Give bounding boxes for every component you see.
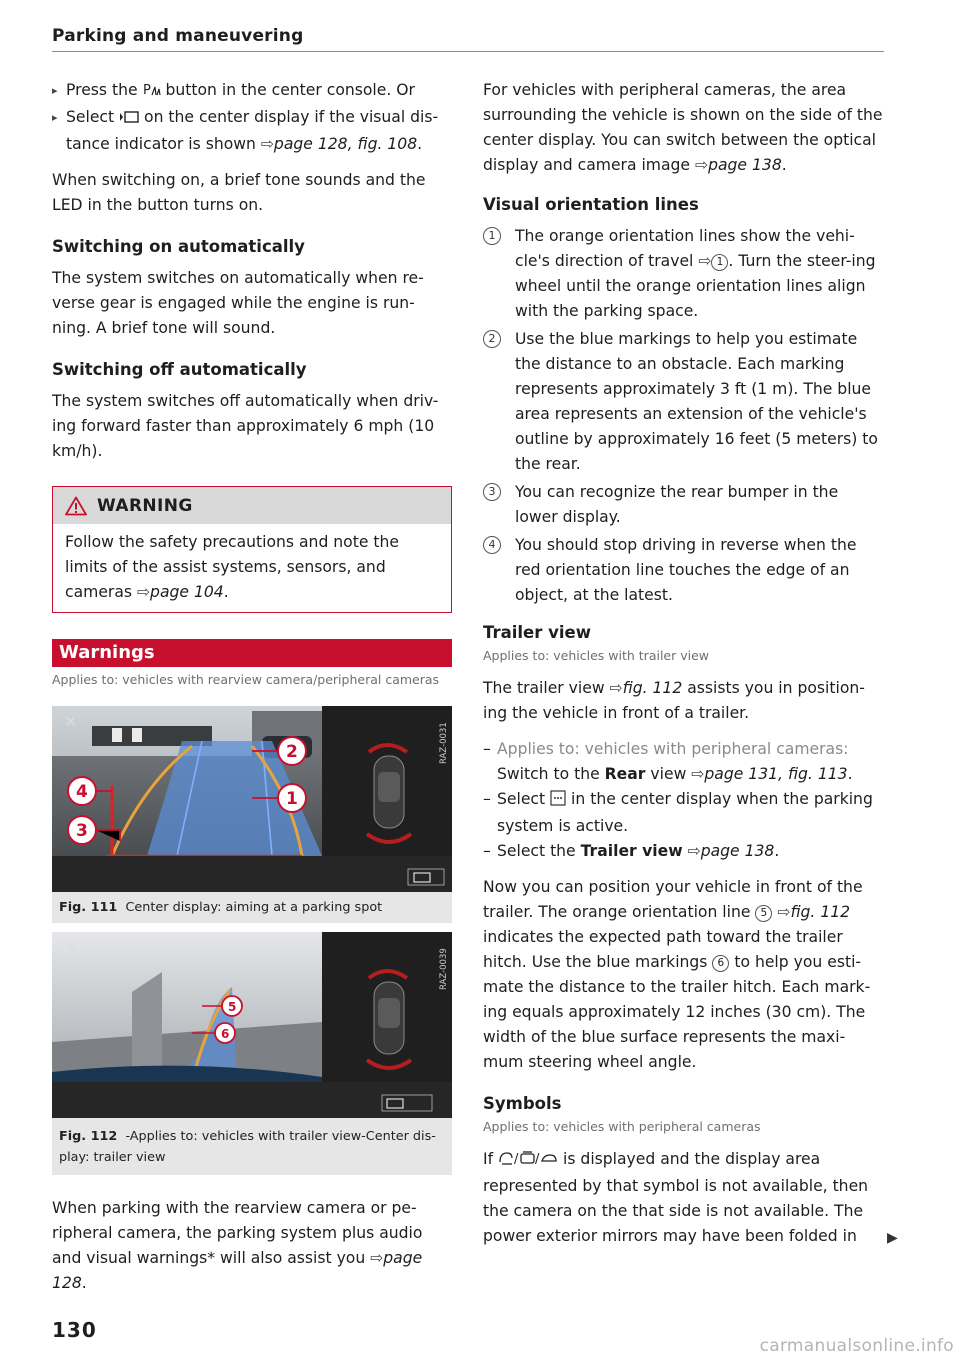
warning-triangle-icon bbox=[65, 496, 87, 516]
ref-arrow-icon: ⇨ bbox=[260, 135, 274, 153]
final-page-ref: page 128 bbox=[52, 1249, 423, 1292]
position-text: Now you can position your vehicle in front of the trailer. The orange orientation line 5 ⇨fig. 112 indicates the expected path toward the trailer hitch. Use the blue markings 6 to help you esti-mate the distance to the trailer hitch. Each mark-ing equals approximately 12 inches (30 cm). The width of the blue surface represents the maxi-mum steering wheel angle. bbox=[483, 878, 871, 1071]
final-left-text: When parking with the rearview camera or pe-ripheral camera, the parking system plus audio and visual warnings* will also assist you ⇨page 128. bbox=[52, 1199, 423, 1292]
svg-text:/: / bbox=[535, 1152, 540, 1166]
section-applies: Applies to: vehicles with rearview camera/peripheral cameras bbox=[52, 672, 440, 687]
warning-text: Follow the safety precautions and note the limits of the assist systems, sensors, and cameras ⇨page 104. bbox=[65, 533, 399, 601]
figure-112-caption: Fig. 112 -Applies to: vehicles with trailer view-Center dis-play: trailer view bbox=[59, 1129, 436, 1165]
svg-text:6: 6 bbox=[221, 1027, 230, 1041]
figure-112-image bbox=[52, 932, 452, 1118]
svg-text:✕: ✕ bbox=[64, 938, 78, 957]
more-options-icon bbox=[550, 789, 566, 814]
switch-on-text: When switching on, a brief tone sounds and the LED in the button turns on. bbox=[52, 171, 426, 214]
park-assist-button-icon bbox=[143, 80, 161, 105]
figure-111 bbox=[52, 706, 452, 923]
heading-trailer-view: Trailer view bbox=[483, 623, 591, 642]
peripheral-text: For vehicles with peripheral cameras, the area surrounding the vehicle is shown on the side of the center display. You can switch between the optical display and camera image ⇨page 138. bbox=[483, 81, 883, 174]
page-ref: page 128, fig. 108 bbox=[273, 135, 418, 153]
bullet-select-display: ▸ Select on the center display if the visual dis-tance indicator is shown ⇨page 128, fig. 108. bbox=[52, 105, 452, 157]
section-title-warnings: Warnings bbox=[52, 639, 452, 667]
page-number: 130 bbox=[52, 1318, 97, 1342]
watermark: carmanualsonline.info bbox=[759, 1336, 954, 1356]
continue-arrow-icon: ▶ bbox=[887, 1230, 898, 1246]
figure-112 bbox=[52, 932, 452, 1175]
peripheral-page-ref: page 138 bbox=[708, 156, 782, 174]
svg-text:/: / bbox=[514, 1152, 519, 1166]
svg-text:5: 5 bbox=[228, 1000, 237, 1014]
header-rule bbox=[52, 51, 884, 52]
heading-auto-on: Switching on automatically bbox=[52, 237, 305, 256]
trailer-step-rear: – Applies to: vehicles with peripheral cameras: Switch to the Rear view ⇨page 131, fig. 113. bbox=[483, 737, 883, 787]
svg-text:✕: ✕ bbox=[64, 712, 78, 731]
figure-111-caption: Fig. 111 Center display: aiming at a parking spot bbox=[59, 900, 383, 915]
svg-text:3: 3 bbox=[76, 821, 88, 841]
symbols-applies: Applies to: vehicles with peripheral cameras bbox=[483, 1119, 761, 1134]
orientation-item-3: 3 You can recognize the rear bumper in the lower display. bbox=[483, 480, 883, 530]
parking-display-icon bbox=[119, 107, 139, 132]
right-column bbox=[483, 78, 883, 1249]
orientation-item-2: 2 Use the blue markings to help you estimate the distance to an obstacle. Each marking represents approximately 3 ft (1 m). The blue area represents an extension of the vehicle's outline by approximately 16 feet (5 meters) to the rear. bbox=[483, 327, 883, 477]
svg-text:4: 4 bbox=[76, 782, 88, 802]
camera-unavailable-symbols-icon bbox=[498, 1149, 558, 1174]
warning-page-ref: page 104 bbox=[150, 583, 224, 601]
trailer-step-select: – Select in the center display when the parking system is active. bbox=[483, 787, 883, 839]
svg-text:RAZ-0039: RAZ-0039 bbox=[439, 948, 449, 990]
warning-title: WARNING bbox=[97, 495, 193, 516]
heading-symbols: Symbols bbox=[483, 1094, 562, 1113]
svg-text:2: 2 bbox=[286, 742, 298, 762]
figure-111-image bbox=[52, 706, 452, 892]
symbols-text: If / / is displayed and the display area represented by that symbol is not available, then the camera on the that side is not available. The power exterior mirrors may have been folded in bbox=[483, 1150, 869, 1245]
auto-off-text: The system switches off automatically when driv-ing forward faster than approximately 6 mph (10 km/h). bbox=[52, 392, 439, 460]
trailer-text: The trailer view ⇨fig. 112 assists you in position-ing the vehicle in front of a trailer. bbox=[483, 679, 865, 722]
page-header-title: Parking and maneuvering bbox=[52, 26, 304, 46]
heading-auto-off: Switching off automatically bbox=[52, 360, 307, 379]
warning-box bbox=[52, 486, 452, 613]
svg-text:P: P bbox=[142, 83, 151, 97]
position-fig-ref: fig. 112 bbox=[790, 903, 851, 921]
trailer-applies: Applies to: vehicles with trailer view bbox=[483, 648, 710, 663]
trailer-fig-ref: fig. 112 bbox=[622, 679, 683, 697]
bullet-press-button: ▸ Press the P button in the center console. Or bbox=[52, 78, 452, 105]
heading-visual-lines: Visual orientation lines bbox=[483, 195, 699, 214]
rear-page-ref: page 131, fig. 113 bbox=[704, 765, 848, 783]
orientation-item-1: 1 The orange orientation lines show the vehi-cle's direction of travel ⇨ 1 . Turn the steer-ing wheel until the orange orientation lines align with the parking space. bbox=[483, 224, 883, 324]
left-column bbox=[52, 78, 452, 1296]
orientation-item-4: 4 You should stop driving in reverse when the red orientation line touches the edge of an object, at the latest. bbox=[483, 533, 883, 608]
trailer-page-ref: page 138 bbox=[700, 842, 775, 860]
svg-text:1: 1 bbox=[286, 789, 298, 809]
warning-header bbox=[53, 487, 451, 524]
figure-code: RAZ-0031 bbox=[439, 722, 449, 764]
auto-on-text: The system switches on automatically when re-verse gear is engaged while the engine is run-ning. A brief tone will sound. bbox=[52, 269, 424, 337]
trailer-step-trailer-view: – Select the Trailer view ⇨page 138. bbox=[483, 839, 883, 864]
